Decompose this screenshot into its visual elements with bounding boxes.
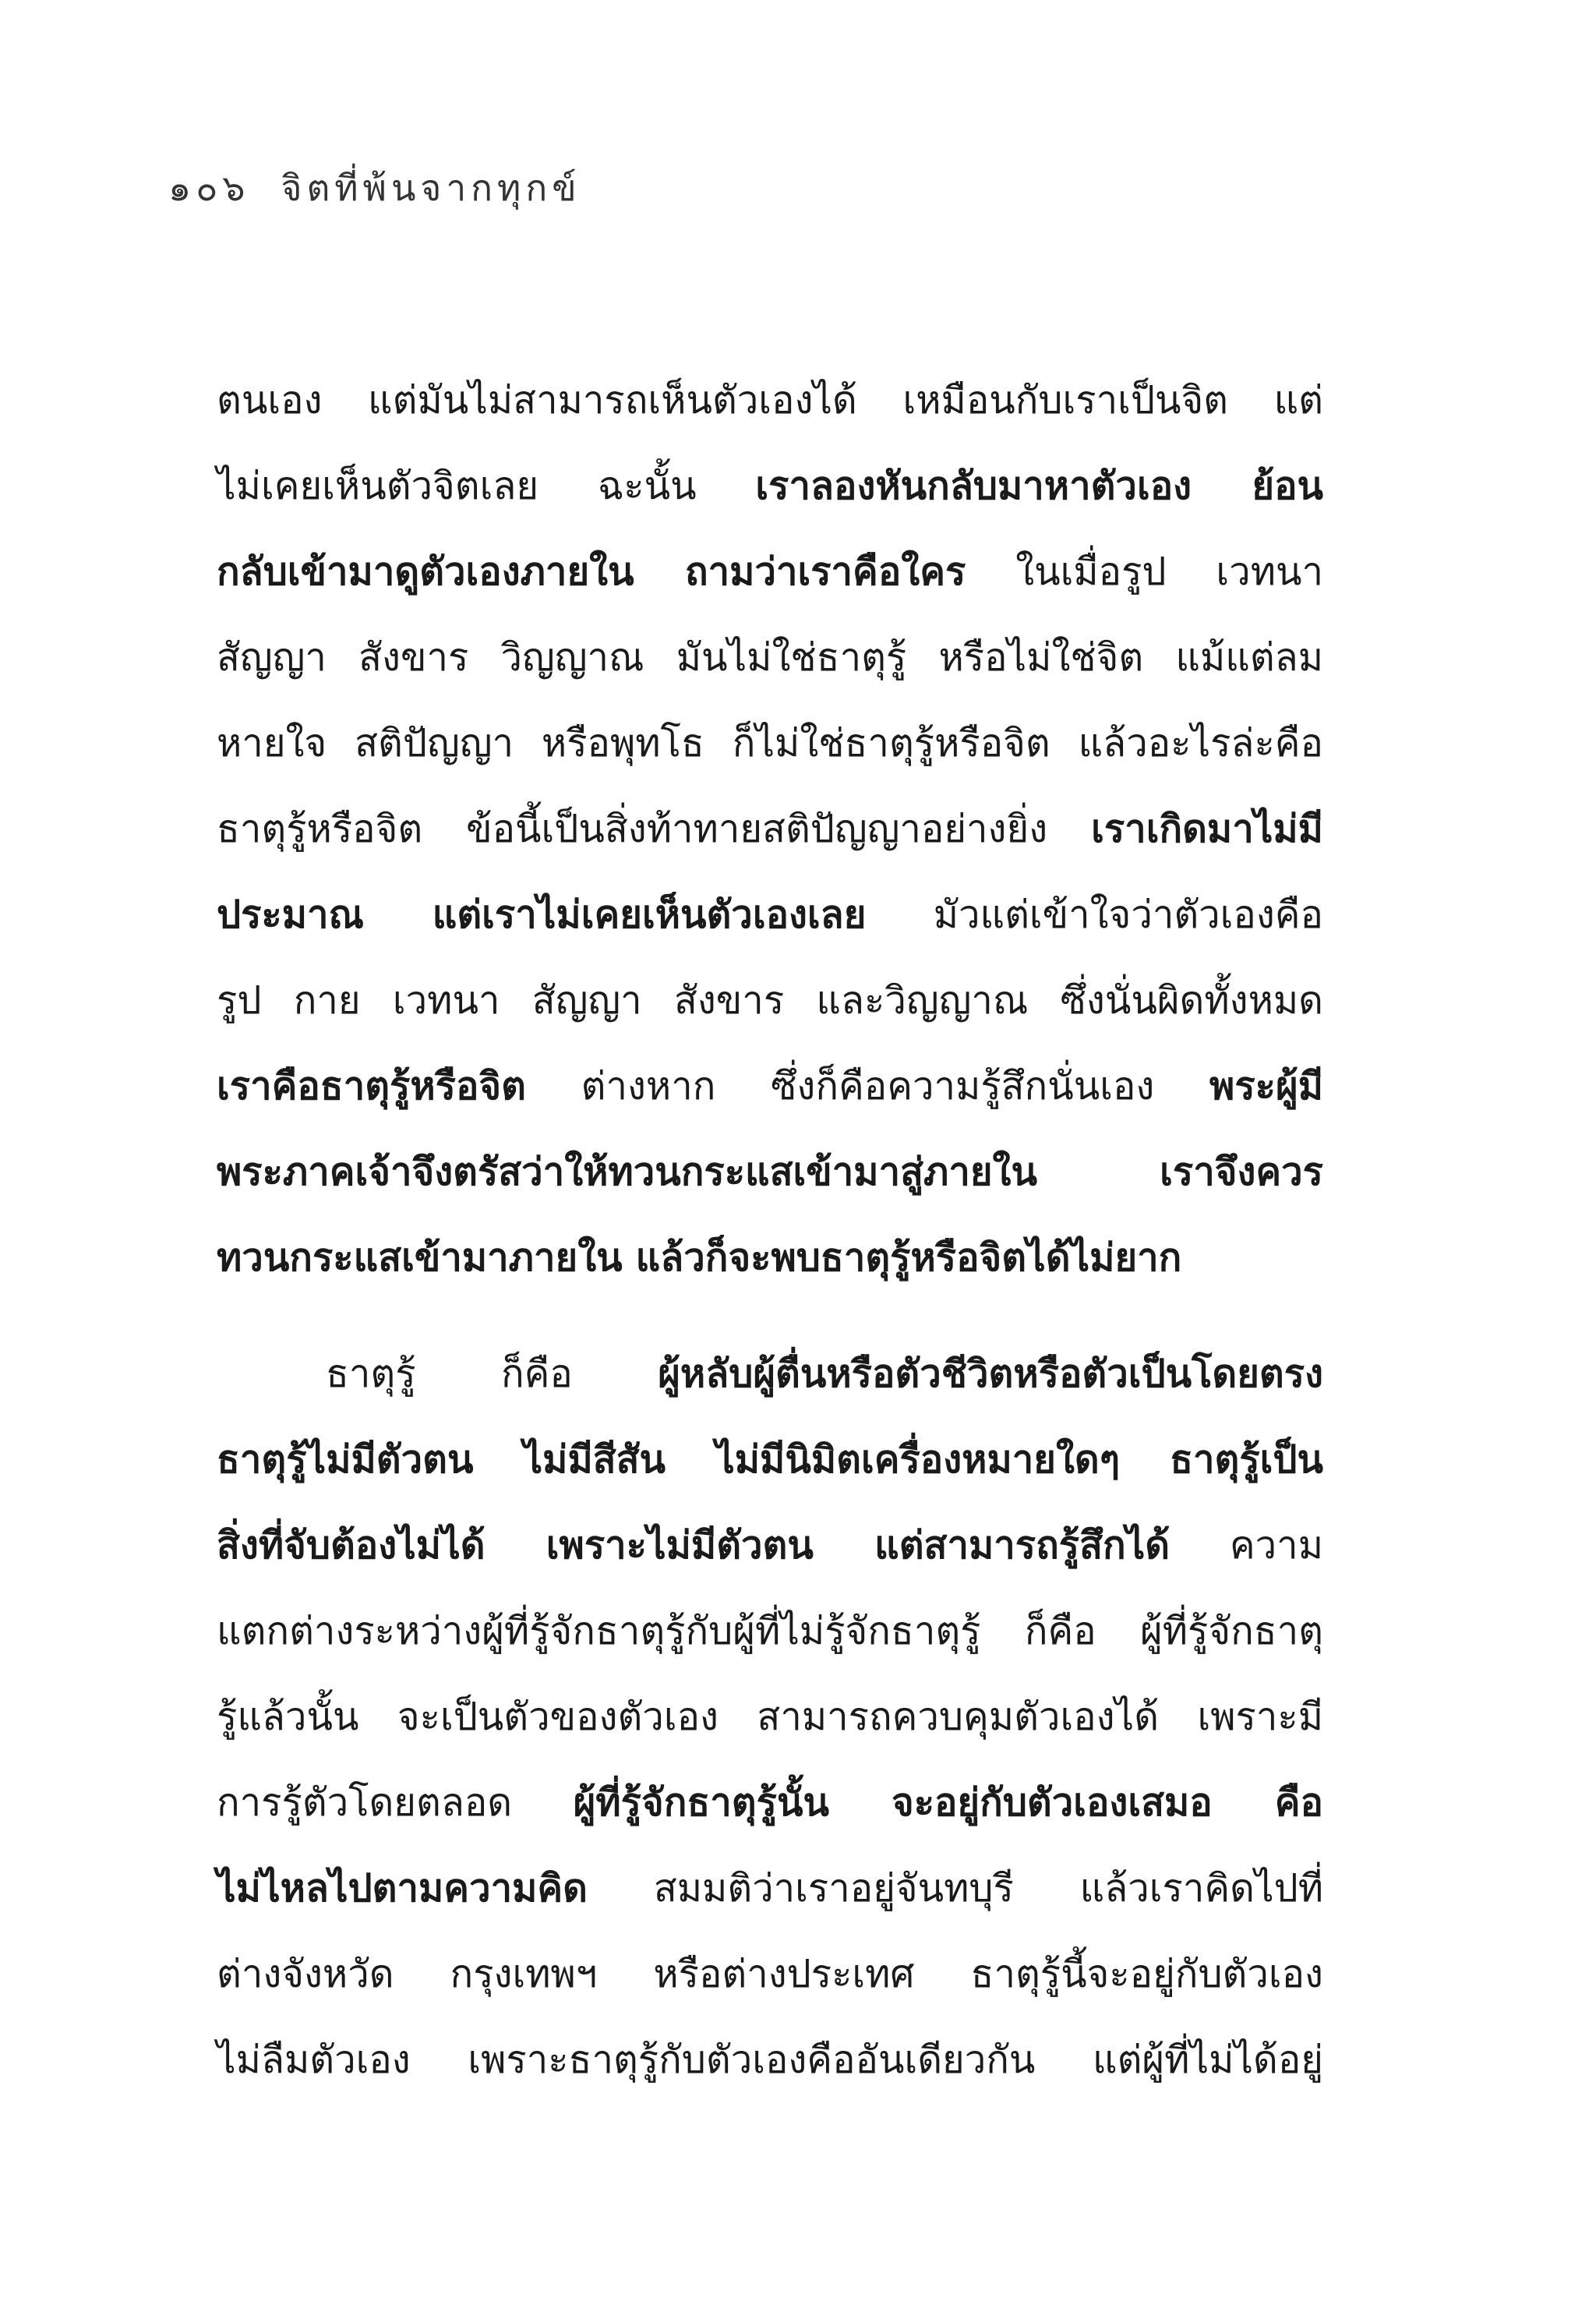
bold-text: ไม่ไหลไปตามความคิด: [217, 1866, 588, 1911]
body-text: สมมติว่าเราอยู่จันทบุรี แล้วเราคิดไปที่: [588, 1866, 1323, 1911]
bold-text: พระภาคเจ้าจึงตรัสว่าให้ทวนกระแสเข้ามาสู่ภายใน เราจึงควร: [217, 1150, 1323, 1194]
text-line: [217, 872, 1323, 958]
body-paragraph-1: [217, 358, 1323, 1301]
text-line: [217, 1215, 1323, 1301]
body-text: ไม่เคยเห็นตัวจิตเลย ฉะนั้น: [217, 464, 756, 508]
bold-text: ประมาณ แต่เราไม่เคยเห็นตัวเองเลย: [217, 893, 867, 937]
book-title: จิตที่พ้นจากทุกข์: [281, 167, 581, 209]
bold-text: สิ่งที่จับต้องไม่ได้ เพราะไม่มีตัวตน แต่สามารถรู้สึกได้: [217, 1523, 1171, 1568]
text-line: [217, 1846, 1323, 1932]
text-line: [217, 1044, 1323, 1129]
bold-text: ธาตุรู้ไม่มีตัวตน ไม่มีสีสัน ไม่มีนิมิตเครื่องหมายใดๆ ธาตุรู้เป็น: [217, 1437, 1323, 1482]
body-text: ตนเอง แต่มันไม่สามารถเห็นตัวเองได้ เหมือนกับเราเป็นจิต แต่: [217, 378, 1323, 422]
running-header: [168, 160, 581, 217]
bold-text: พระผู้มี: [1209, 1064, 1323, 1108]
text-line: [217, 1503, 1323, 1589]
body-text: ในเมื่อรูป เวทนา: [966, 550, 1323, 594]
bold-text: เราคือธาตุรู้หรือจิต: [217, 1064, 526, 1108]
body-text: ต่างหาก ซึ่งก็คือความรู้สึกนั่นเอง: [525, 1064, 1210, 1108]
body-text: รู้แล้วนั้น จะเป็นตัวของตัวเอง สามารถควบคุมตัวเองได้ เพราะมี: [217, 1695, 1323, 1739]
body-text: ธาตุรู้หรือจิต ข้อนี้เป็นสิ่งท้าทายสติปัญญาอย่างยิ่ง: [217, 807, 1092, 851]
text-line: [217, 1932, 1323, 2017]
body-text: แตกต่างระหว่างผู้ที่รู้จักธาตุรู้กับผู้ที่ไม่รู้จักธาตุรู้ ก็คือ ผู้ที่รู้จักธาตุ: [217, 1609, 1323, 1653]
body-text: รูป กาย เวทนา สัญญา สังขาร และวิญญาณ ซึ่งนั่นผิดทั้งหมด: [217, 978, 1323, 1023]
body-text: ต่างจังหวัด กรุงเทพฯ หรือต่างประเทศ ธาตุรู้นี้จะอยู่กับตัวเอง: [217, 1952, 1323, 1996]
text-line: [217, 958, 1323, 1044]
page-number: ๑๐๖: [168, 167, 250, 209]
bold-text: ทวนกระแสเข้ามาภายใน แล้วก็จะพบธาตุรู้หรือจิตได้ไม่ยาก: [217, 1236, 1182, 1280]
text-line: [217, 787, 1323, 872]
body-text: มัวแต่เข้าใจว่าตัวเองคือ: [866, 893, 1323, 937]
text-line: [217, 615, 1323, 701]
text-line: [217, 1589, 1323, 1674]
text-line: [217, 1417, 1323, 1503]
body-text: สัญญา สังขาร วิญญาณ มันไม่ใช่ธาตุรู้ หรือไม่ใช่จิต แม้แต่ลม: [217, 635, 1323, 680]
text-line: [217, 2017, 1323, 2103]
body-text: ธาตุรู้ ก็คือ: [326, 1352, 659, 1396]
text-line: [217, 701, 1323, 787]
body-text: ไม่ลืมตัวเอง เพราะธาตุรู้กับตัวเองคืออันเดียวกัน แต่ผู้ที่ไม่ได้อยู่: [217, 2038, 1323, 2082]
text-line: [217, 1331, 1323, 1417]
body-text: หายใจ สติปัญญา หรือพุทโธ ก็ไม่ใช่ธาตุรู้หรือจิต แล้วอะไรล่ะคือ: [217, 721, 1323, 765]
text-line: [217, 529, 1323, 615]
bold-text: ผู้ที่รู้จักธาตุรู้นั้น จะอยู่กับตัวเองเสมอ คือ: [573, 1780, 1323, 1825]
text-line: [217, 1129, 1323, 1215]
body-paragraph-2: [217, 1331, 1323, 2103]
bold-text: เราลองหันกลับมาหาตัวเอง ย้อน: [755, 464, 1323, 508]
bold-text: ผู้หลับผู้ตื่นหรือตัวชีวิตหรือตัวเป็นโดยตรง: [658, 1352, 1323, 1396]
bold-text: เราเกิดมาไม่มี: [1091, 807, 1323, 851]
body-text: ความ: [1170, 1523, 1324, 1568]
body-text: การรู้ตัวโดยตลอด: [217, 1780, 574, 1825]
text-line: [217, 444, 1323, 529]
text-line: [217, 358, 1323, 444]
text-line: [217, 1674, 1323, 1760]
bold-text: กลับเข้ามาดูตัวเองภายใน ถามว่าเราคือใคร: [217, 550, 966, 594]
text-line: [217, 1760, 1323, 1846]
